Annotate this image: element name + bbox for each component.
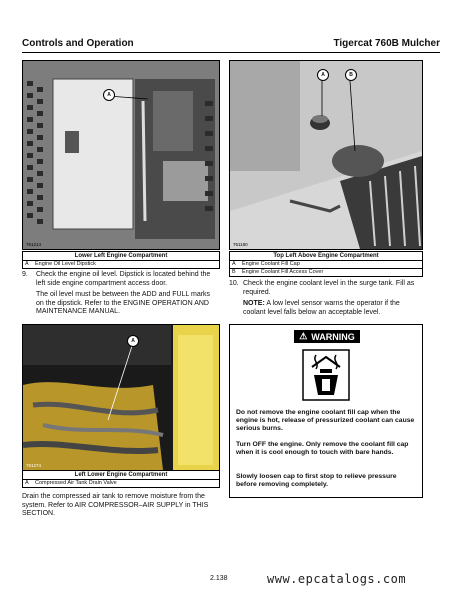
coolant-tank-illustration [230, 61, 422, 249]
photo-lower-left-engine-compartment [22, 60, 220, 250]
step-text: Check the engine coolant level in the surge tank. Fill as required. [243, 280, 415, 296]
hot-coolant-hazard-icon [302, 349, 350, 401]
step-text: Check the engine oil level. Dipstick is located behind the left side engine compartment access door. [36, 271, 211, 287]
caption-title: Top Left Above Engine Compartment [230, 252, 422, 261]
watermark-url: www.epcatalogs.com [267, 572, 407, 586]
figure-id: 761180 [233, 242, 248, 247]
figure-id: 761214 [26, 242, 42, 247]
step-9 [22, 271, 218, 317]
warning-paragraph-3: Slowly loosen cap to first stop to relieve pressure before removing completely. [236, 473, 397, 488]
drain-instructions: Drain the compressed air tank to remove moisture from the system. Refer to AIR COMPRESSOR–AIR SUPPLY in THIS SECTION. [22, 493, 209, 517]
caption-fig2 [229, 251, 423, 277]
caption-fig1 [22, 251, 220, 269]
callout-a: A [127, 335, 139, 347]
caption-item: A Engine Coolant Fill Cap [230, 261, 422, 269]
engine-compartment-illustration [23, 61, 219, 249]
caption-title: Lower Left Engine Compartment [23, 252, 219, 261]
callout-a: A [103, 89, 115, 101]
step-10 [229, 280, 421, 317]
caption-item: B Engine Coolant Fill Access Cover [232, 269, 324, 275]
step-number: 9. [22, 271, 28, 278]
callout-b: B [345, 69, 357, 81]
header-rule [22, 52, 440, 53]
warning-banner [294, 330, 360, 343]
warning-triangle-icon: ⚠ [299, 331, 308, 341]
figure-id: 761274 [26, 463, 42, 468]
air-tank-illustration [23, 325, 219, 470]
step-subtext: The oil level must be between the ADD and FULL marks on the dipstick. Refer to the ENGINE OPERATION AND MAINTENANCE MANUAL. [36, 291, 211, 315]
caption-item: A Compressed Air Tank Drain Valve [25, 480, 117, 486]
manual-title: Tigercat 760B Mulcher [333, 38, 440, 49]
note [243, 300, 421, 317]
warning-label: WARNING [311, 331, 355, 342]
warning-paragraph-2: Turn OFF the engine. Only remove the coolant fill cap when it is cool enough to touch with bare hands. [236, 441, 409, 456]
page-number: 2.138 [210, 575, 228, 582]
note-text: A low level sensor warns the operator if the coolant level falls below an acceptable level. [243, 300, 400, 316]
section-title: Controls and Operation [22, 38, 134, 49]
caption-fig3 [22, 470, 220, 488]
caption-item: A Engine Oil Level Dipstick [25, 261, 96, 267]
warning-paragraph-1: Do not remove the engine coolant fill cap when the engine is hot, release of pressurized coolant can cause serious burns. [236, 409, 415, 432]
step-number: 10. [229, 280, 239, 287]
photo-top-left-above-engine [229, 60, 423, 250]
note-label: NOTE: [243, 300, 265, 307]
callout-a: A [317, 69, 329, 81]
caption-title: Left Lower Engine Compartment [23, 471, 219, 480]
warning-box [229, 324, 423, 498]
photo-left-lower-engine-compartment [22, 324, 220, 471]
